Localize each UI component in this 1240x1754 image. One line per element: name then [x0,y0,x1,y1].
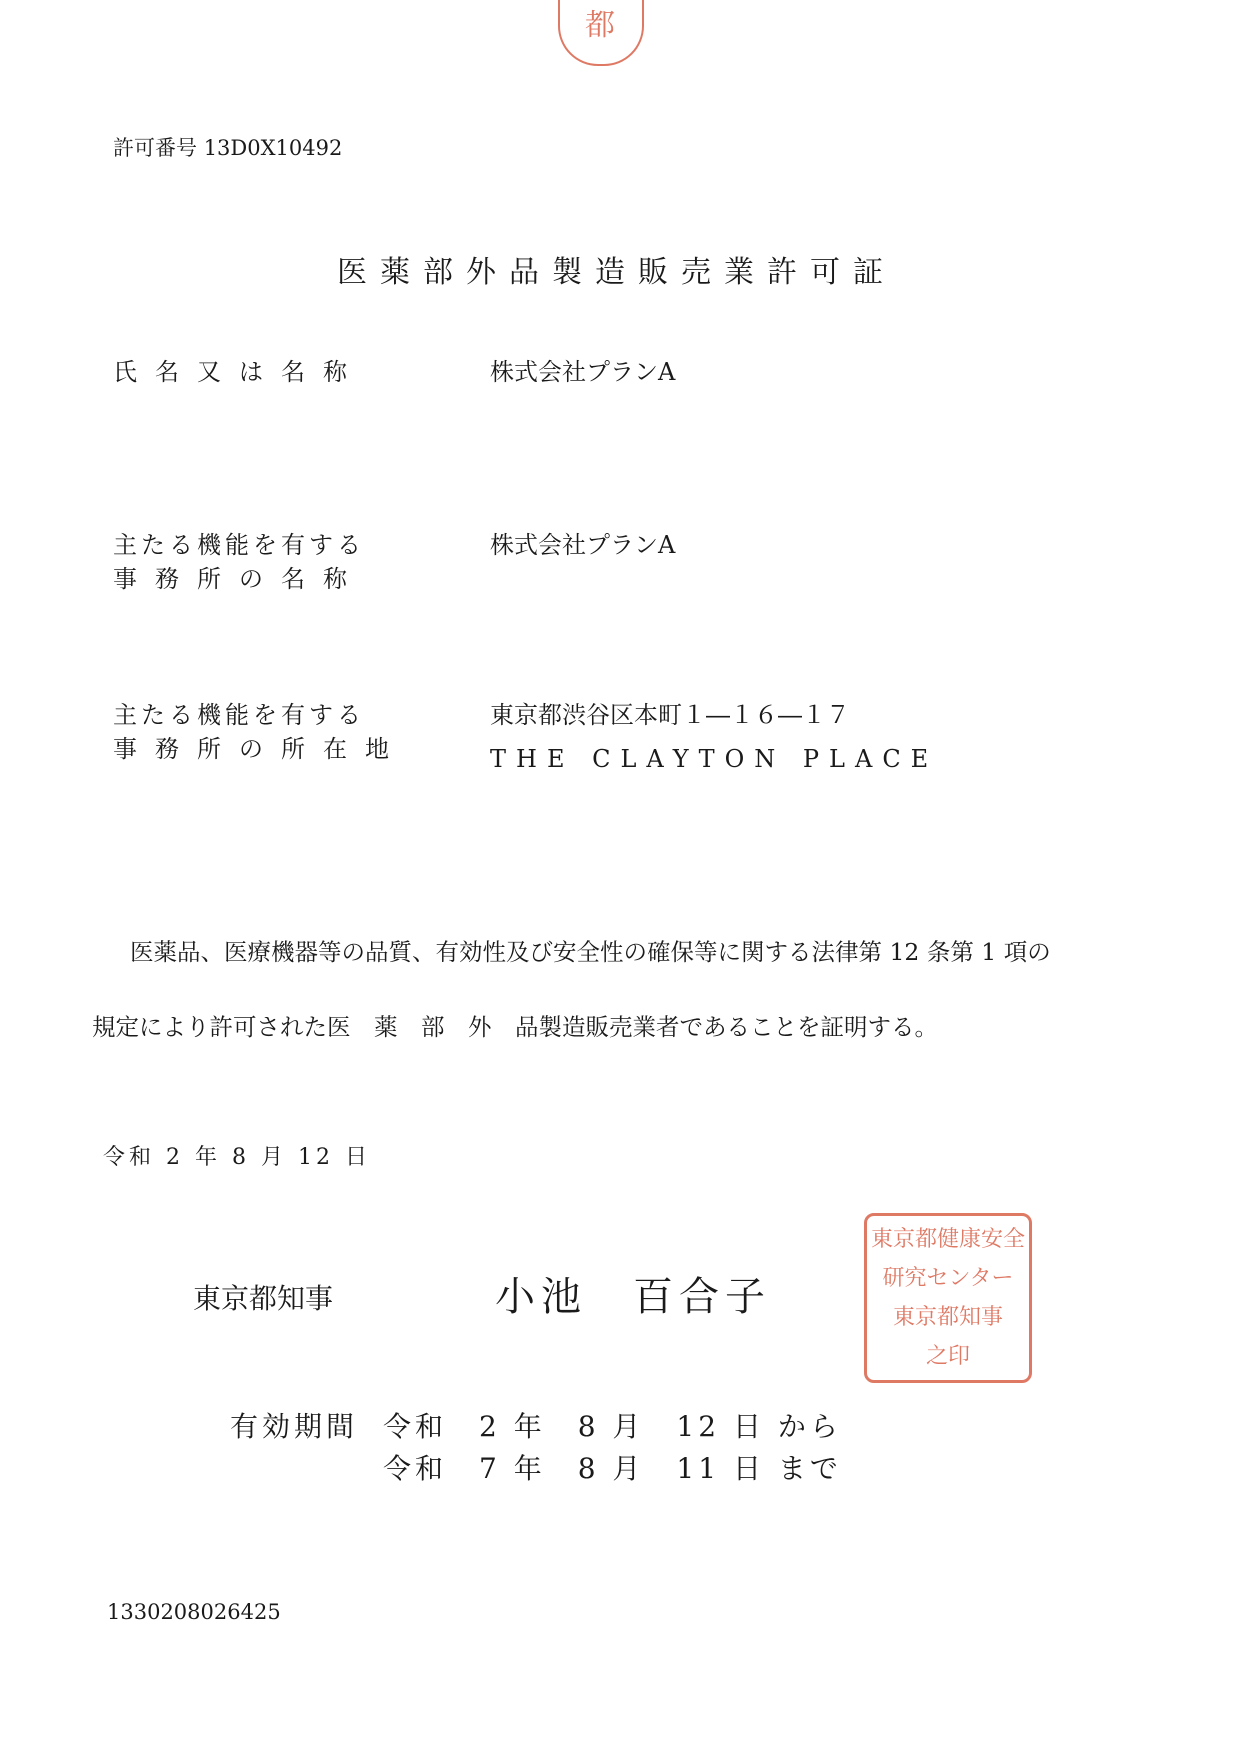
validity-label: 有効期間 [230,1410,359,1443]
city-seal-stamp: 都 [558,0,644,66]
field-name-value: 株式会社プランA [490,358,676,386]
document-title: 医薬部外品製造販売業許可証 [337,255,896,290]
field-name-label: 氏名又は名称 [113,358,365,386]
permit-number-value: 13D0X10492 [203,136,343,160]
permit-number-label: 許可番号 [113,136,197,160]
field-office-address-label-line1: 主たる機能を有する [113,701,365,729]
seal-row-1: 東京都健康安全 [870,1226,1025,1252]
seal-row-2: 研究センター [882,1265,1014,1291]
statement-line2: 規定により許可された医 薬 部 外 品製造販売業者であることを証明する。 [92,1013,938,1041]
field-office-name-label-line2: 事務所の名称 [113,565,365,593]
issuer-name: 小池 百合子 [495,1274,771,1320]
validity-from: 令和 2 年 8 月 12 日 から [383,1410,842,1443]
issuer-title: 東京都知事 [193,1282,334,1315]
field-office-name-label-line1: 主たる機能を有する [113,531,365,559]
statement-line1: 医薬品、医療機器等の品質、有効性及び安全性の確保等に関する法律第 12 条第 1 項の [130,938,1051,966]
field-office-address-value-line2: THE CLAYTON PLACE [490,745,939,773]
seal-row-4: 之印 [925,1343,970,1369]
permit-number [113,132,342,162]
field-office-address-value-line1: 東京都渋谷区本町１―１６―１７ [490,701,850,729]
field-office-name-value: 株式会社プランA [490,531,676,559]
issue-date: 令和 2 年 8 月 12 日 [103,1145,371,1170]
serial-number: 1330208026425 [107,1600,281,1624]
field-office-address-label-line2: 事務所の所在地 [113,735,407,763]
seal-row-3: 東京都知事 [892,1304,1003,1330]
validity-to: 令和 7 年 8 月 11 日 まで [383,1452,842,1485]
official-seal-stamp [864,1213,1032,1383]
